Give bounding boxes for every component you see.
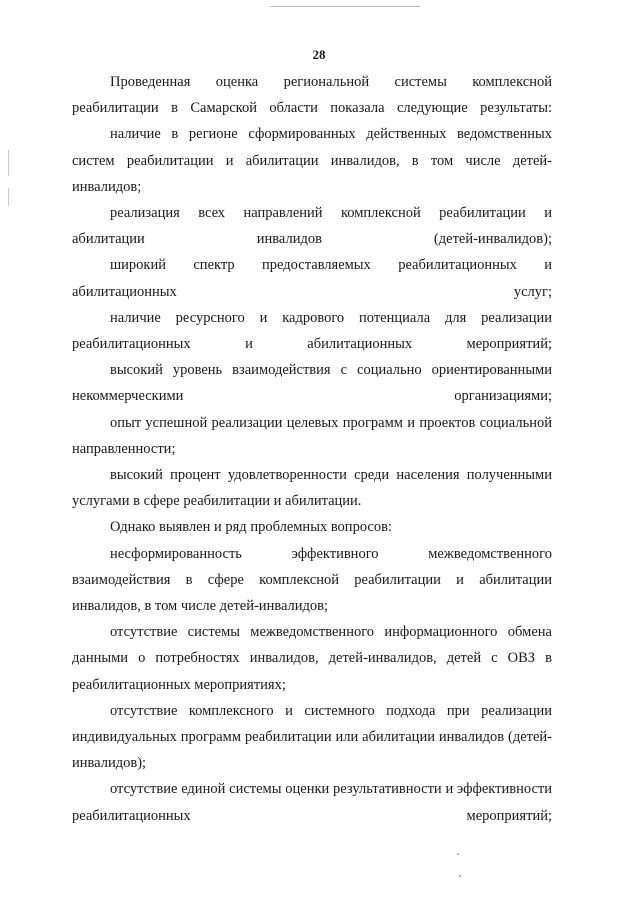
scan-artifact-top-line: [270, 6, 420, 7]
paragraph-intro: Проведенная оценка региональной системы комплексной реабилитации в Самарской области показала следующие результаты:: [72, 74, 552, 117]
paragraph-result-systems: наличие в регионе сформированных действенных ведомственных систем реабилитации и абилитации инвалидов, в том числе детей-инвалидов;: [72, 126, 552, 195]
paragraph-problem-approach: отсутствие комплексного и системного подхода при реализации индивидуальных программ реабилитации или абилитации инвалидов (детей-инвалидов);: [72, 702, 552, 772]
paragraph-result-services: широкий спектр предоставляемых реабилитационных и абилитационных услуг;: [72, 257, 552, 300]
paragraph-problems-intro: Однако выявлен и ряд проблемных вопросов:: [110, 519, 392, 536]
paragraph-result-resources: наличие ресурсного и кадрового потенциала для реализации реабилитационных и абилитационных мероприятий;: [72, 309, 552, 353]
paragraph-problem-cooperation: несформированность эффективного межведомственного взаимодействия в сфере комплексной реабилитации и абилитации инвалидов, в том числе детей-инвалидов;: [72, 545, 552, 615]
paragraph-result-programs: опыт успешной реализации целевых программ и проектов социальной направленности;: [72, 414, 552, 457]
paragraph-problem-evaluation: отсутствие единой системы оценки результативности и эффективности реабилитационных мероприятий;: [72, 781, 552, 824]
paragraph-result-cooperation: высокий уровень взаимодействия с социально ориентированными некоммерческими организациями;: [72, 362, 552, 405]
paragraph-problem-information: отсутствие системы межведомственного информационного обмена данными о потребностях инвалидов, детей-инвалидов, детей с ОВЗ в реабилитационных мероприятиях;: [72, 624, 552, 693]
scan-speck: [459, 875, 461, 877]
scan-artifact-left-mark: [8, 188, 9, 206]
paragraph-result-satisfaction: высокий процент удовлетворенности среди населения полученными услугами в сфере реабилитации и абилитации.: [72, 467, 552, 510]
page-number: 28: [312, 47, 326, 62]
scan-speck: [457, 853, 459, 855]
document-body: [72, 69, 552, 829]
scan-artifact-left-mark: [8, 150, 9, 176]
paragraph-result-directions: реализация всех направлений комплексной реабилитации и абилитации инвалидов (детей-инвалидов);: [72, 205, 552, 248]
